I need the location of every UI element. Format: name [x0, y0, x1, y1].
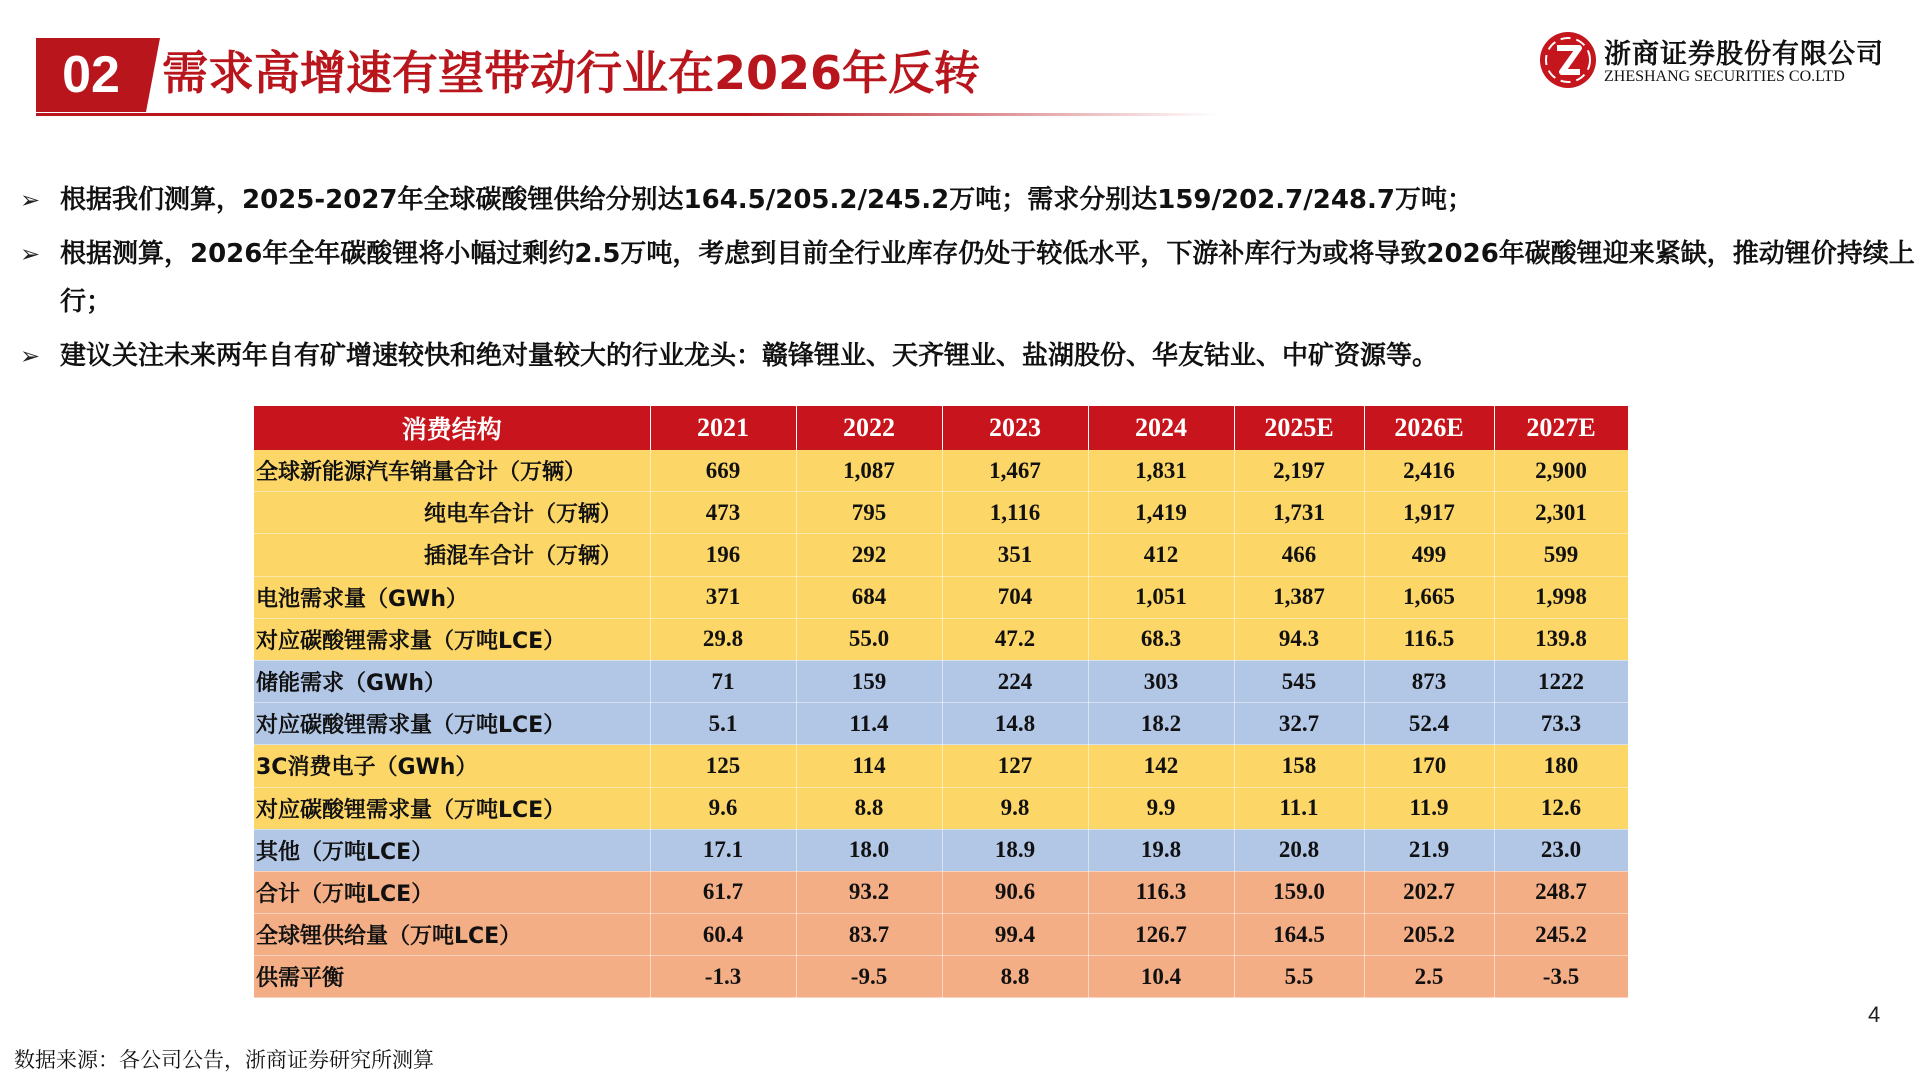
- table-cell: 71: [650, 660, 796, 702]
- table-cell: 164.5: [1234, 914, 1364, 956]
- row-label: 3C消费电子（GWh）: [254, 745, 650, 787]
- table-row: [254, 618, 1628, 660]
- table-cell: 873: [1364, 660, 1494, 702]
- year-header: 2024: [1088, 406, 1234, 450]
- table-cell: 371: [650, 576, 796, 618]
- table-cell: 2,301: [1494, 492, 1628, 534]
- table-row: [254, 871, 1628, 913]
- row-label: 对应碳酸锂需求量（万吨LCE）: [254, 787, 650, 829]
- year-header: 2021: [650, 406, 796, 450]
- table-cell: 125: [650, 745, 796, 787]
- row-label: 合计（万吨LCE）: [254, 871, 650, 913]
- table-cell: 1,731: [1234, 492, 1364, 534]
- table-cell: 1,998: [1494, 576, 1628, 618]
- logo-name-en: ZHESHANG SECURITIES CO.LTD: [1604, 68, 1845, 85]
- table-cell: 1,831: [1088, 450, 1234, 492]
- table-row: [254, 914, 1628, 956]
- table-row: [254, 492, 1628, 534]
- table-cell: 351: [942, 534, 1088, 576]
- table-cell: 545: [1234, 660, 1364, 702]
- table-cell: 11.4: [796, 703, 942, 745]
- table-cell: 18.2: [1088, 703, 1234, 745]
- table-cell: 99.4: [942, 914, 1088, 956]
- table-cell: 47.2: [942, 618, 1088, 660]
- table-cell: 1,051: [1088, 576, 1234, 618]
- table-row: [254, 703, 1628, 745]
- table-cell: 303: [1088, 660, 1234, 702]
- table-cell: 1,665: [1364, 576, 1494, 618]
- bullet-item: [20, 230, 1920, 326]
- table-cell: 499: [1364, 534, 1494, 576]
- table-cell: 292: [796, 534, 942, 576]
- table-cell: 8.8: [942, 956, 1088, 998]
- table-cell: 21.9: [1364, 829, 1494, 871]
- table-cell: 2,416: [1364, 450, 1494, 492]
- page-number: 4: [1868, 1002, 1881, 1027]
- table-cell: -1.3: [650, 956, 796, 998]
- table-cell: 52.4: [1364, 703, 1494, 745]
- table-cell: 11.9: [1364, 787, 1494, 829]
- table-cell: 170: [1364, 745, 1494, 787]
- table-row: [254, 534, 1628, 576]
- row-label: 其他（万吨LCE）: [254, 829, 650, 871]
- row-label: 对应碳酸锂需求量（万吨LCE）: [254, 618, 650, 660]
- table-cell: 1222: [1494, 660, 1628, 702]
- table-cell: 2.5: [1364, 956, 1494, 998]
- table-cell: 159: [796, 660, 942, 702]
- table-cell: -3.5: [1494, 956, 1628, 998]
- table-cell: 32.7: [1234, 703, 1364, 745]
- table-cell: 116.5: [1364, 618, 1494, 660]
- table-cell: 9.8: [942, 787, 1088, 829]
- year-header: 2023: [942, 406, 1088, 450]
- table-cell: 68.3: [1088, 618, 1234, 660]
- table-cell: 94.3: [1234, 618, 1364, 660]
- lithium-supply-demand-table: [254, 406, 1629, 998]
- table-cell: 196: [650, 534, 796, 576]
- year-header: 2027E: [1494, 406, 1628, 450]
- table-cell: 139.8: [1494, 618, 1628, 660]
- table-cell: 2,900: [1494, 450, 1628, 492]
- table-cell: 5.5: [1234, 956, 1364, 998]
- table-cell: 14.8: [942, 703, 1088, 745]
- table-cell: 90.6: [942, 871, 1088, 913]
- table-cell: 1,917: [1364, 492, 1494, 534]
- table-cell: 11.1: [1234, 787, 1364, 829]
- table-cell: 9.6: [650, 787, 796, 829]
- arrow-bullet-icon: ➢: [20, 342, 41, 370]
- table-row: [254, 745, 1628, 787]
- table-cell: 669: [650, 450, 796, 492]
- row-label: 全球新能源汽车销量合计（万辆）: [254, 450, 650, 492]
- table-cell: 18.0: [796, 829, 942, 871]
- table-cell: 5.1: [650, 703, 796, 745]
- table-cell: 1,116: [942, 492, 1088, 534]
- table-cell: 55.0: [796, 618, 942, 660]
- table-cell: 158: [1234, 745, 1364, 787]
- arrow-bullet-icon: ➢: [20, 240, 41, 268]
- table-cell: 18.9: [942, 829, 1088, 871]
- table-cell: 473: [650, 492, 796, 534]
- table-cell: 412: [1088, 534, 1234, 576]
- table-cell: 1,467: [942, 450, 1088, 492]
- table-row: [254, 660, 1628, 702]
- table-cell: 248.7: [1494, 871, 1628, 913]
- table-cell: 20.8: [1234, 829, 1364, 871]
- bullet-text: 建议关注未来两年自有矿增速较快和绝对量较大的行业龙头：赣锋锂业、天齐锂业、盐湖股份、华友钴业、中矿资源等。: [60, 341, 1439, 371]
- table-row: [254, 450, 1628, 492]
- table-cell: 205.2: [1364, 914, 1494, 956]
- table-cell: 12.6: [1494, 787, 1628, 829]
- table-cell: -9.5: [796, 956, 942, 998]
- table-cell: 466: [1234, 534, 1364, 576]
- table-cell: 23.0: [1494, 829, 1628, 871]
- logo-name-cn: 浙商证券股份有限公司: [1604, 39, 1884, 70]
- table-cell: 116.3: [1088, 871, 1234, 913]
- table-row: [254, 787, 1628, 829]
- table-cell: 17.1: [650, 829, 796, 871]
- company-logo: [1540, 32, 1890, 92]
- year-header: 2025E: [1234, 406, 1364, 450]
- arrow-bullet-icon: ➢: [20, 186, 41, 214]
- data-source-note: 数据来源：各公司公告，浙商证券研究所测算: [14, 1048, 434, 1072]
- zheshang-logo-icon: [1540, 32, 1596, 88]
- row-label: 插混车合计（万辆）: [254, 534, 650, 576]
- table-cell: 8.8: [796, 787, 942, 829]
- table-cell: 60.4: [650, 914, 796, 956]
- table-cell: 29.8: [650, 618, 796, 660]
- table-cell: 684: [796, 576, 942, 618]
- table-cell: 142: [1088, 745, 1234, 787]
- table-cell: 180: [1494, 745, 1628, 787]
- table-cell: 9.9: [1088, 787, 1234, 829]
- table-cell: 61.7: [650, 871, 796, 913]
- year-header: 2026E: [1364, 406, 1494, 450]
- year-header: 2022: [796, 406, 942, 450]
- table-cell: 10.4: [1088, 956, 1234, 998]
- table-cell: 704: [942, 576, 1088, 618]
- row-label: 储能需求（GWh）: [254, 660, 650, 702]
- table-cell: 19.8: [1088, 829, 1234, 871]
- table-header-label: 消费结构: [254, 406, 650, 450]
- row-label: 对应碳酸锂需求量（万吨LCE）: [254, 703, 650, 745]
- bullet-list: [20, 176, 1915, 394]
- table-row: [254, 956, 1628, 998]
- table-cell: 126.7: [1088, 914, 1234, 956]
- table-cell: 93.2: [796, 871, 942, 913]
- row-label: 全球锂供给量（万吨LCE）: [254, 914, 650, 956]
- table-cell: 1,387: [1234, 576, 1364, 618]
- bullet-text: 根据测算，2026年全年碳酸锂将小幅过剩约2.5万吨，考虑到目前全行业库存仍处于较低水平，下游补库行为或将导致2026年碳酸锂迎来紧缺，推动锂价持续上行；: [60, 239, 1915, 317]
- table-cell: 202.7: [1364, 871, 1494, 913]
- bullet-text: 根据我们测算，2025-2027年全球碳酸锂供给分别达164.5/205.2/245.2万吨；需求分别达159/202.7/248.7万吨；: [60, 185, 1473, 215]
- table-cell: 159.0: [1234, 871, 1364, 913]
- page-title: 需求高增速有望带动行业在2026年反转: [162, 46, 981, 100]
- table-header-row: [254, 406, 1628, 450]
- table-cell: 1,419: [1088, 492, 1234, 534]
- table-cell: 1,087: [796, 450, 942, 492]
- table-cell: 599: [1494, 534, 1628, 576]
- bullet-item: [20, 332, 1910, 380]
- table-cell: 73.3: [1494, 703, 1628, 745]
- table-row: [254, 829, 1628, 871]
- row-label: 纯电车合计（万辆）: [254, 492, 650, 534]
- table-cell: 224: [942, 660, 1088, 702]
- table-cell: 2,197: [1234, 450, 1364, 492]
- table-cell: 127: [942, 745, 1088, 787]
- table-cell: 795: [796, 492, 942, 534]
- table-row: [254, 576, 1628, 618]
- section-number-badge: 02: [36, 38, 146, 112]
- table-cell: 114: [796, 745, 942, 787]
- row-label: 电池需求量（GWh）: [254, 576, 650, 618]
- row-label: 供需平衡: [254, 956, 650, 998]
- table-cell: 83.7: [796, 914, 942, 956]
- title-underline: [36, 113, 1216, 116]
- table-cell: 245.2: [1494, 914, 1628, 956]
- bullet-item: [20, 176, 1910, 224]
